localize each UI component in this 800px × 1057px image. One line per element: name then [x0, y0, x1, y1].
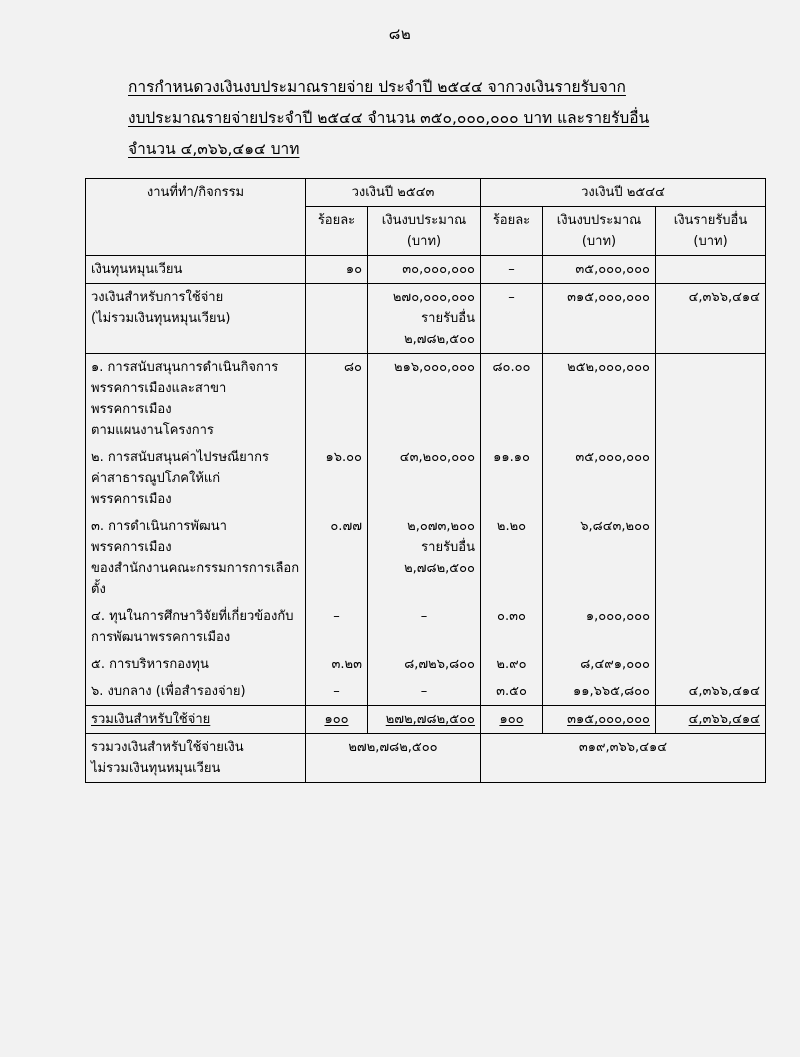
row-label-line-1: ๑. การสนับสนุนการดำเนินกิจการ [91, 360, 279, 375]
row-budget-2543: ๒๑๖,๐๐๐,๐๐๐ [368, 354, 481, 445]
total-budget-2544-text: ๓๑๕,๐๐๐,๐๐๐ [567, 712, 650, 727]
row-label: ๕. การบริหารกองทุน [86, 651, 306, 678]
row-label-line-2: ค่าสาธารณูปโภคให้แก่พรรคการเมือง [91, 471, 221, 507]
row-other-income: ๔,๓๖๖,๔๑๔ [656, 284, 766, 354]
row-label-line-2: การพัฒนาพรรคการเมือง [91, 630, 231, 645]
row-label [86, 513, 306, 603]
grand-value-2544: ๓๑๙,๓๖๖,๔๑๔ [481, 734, 766, 783]
budget-table [85, 178, 766, 783]
total-label [86, 706, 306, 734]
row-budget-2544: ๓๕,๐๐๐,๐๐๐ [543, 444, 656, 513]
row-budget-2543-note-value: ๒,๗๘๒,๕๐๐ [404, 332, 475, 347]
header-budget-2544-label: เงินงบประมาณ [556, 213, 642, 228]
row-budget-2543: – [368, 678, 481, 706]
table-row [86, 513, 766, 603]
row-label [86, 354, 306, 445]
row-budget-2543 [368, 513, 481, 603]
row-percent-2543: – [306, 603, 368, 651]
header-other-income-label: เงินรายรับอื่น [673, 213, 748, 228]
table-row [86, 603, 766, 651]
total-label-text: รวมเงินสำหรับใช้จ่าย [91, 712, 211, 727]
row-budget-2544: ๓๕,๐๐๐,๐๐๐ [543, 256, 656, 284]
row-budget-2543-value: ๒,๐๗๓,๒๐๐ [407, 519, 475, 534]
row-budget-2543: ๘,๗๒๖,๘๐๐ [368, 651, 481, 678]
table-row [86, 651, 766, 678]
table-row [86, 284, 766, 354]
row-percent-2544: ๒.๙๐ [481, 651, 543, 678]
row-other-income [656, 354, 766, 445]
row-label-line-1: ๔. ทุนในการศึกษาวิจัยที่เกี่ยวข้องกับ [91, 609, 294, 624]
row-other-income [656, 444, 766, 513]
total-percent-2543 [306, 706, 368, 734]
table-row [86, 444, 766, 513]
table-total-row [86, 706, 766, 734]
row-percent-2543: – [306, 678, 368, 706]
row-percent-2543: ๐.๗๗ [306, 513, 368, 603]
header-other-income [656, 207, 766, 256]
row-other-income [656, 603, 766, 651]
grand-label-line-2: ไม่รวมเงินทุนหมุนเวียน [91, 761, 221, 776]
grand-value-2543: ๒๗๒,๗๘๒,๕๐๐ [306, 734, 481, 783]
header-percent-2543-label: ร้อยละ [317, 213, 356, 228]
row-label: เงินทุนหมุนเวียน [86, 256, 306, 284]
row-label-line-1: ๒. การสนับสนุนค่าไปรษณียากร [91, 450, 269, 465]
row-budget-2544: ๑๑,๖๖๕,๘๐๐ [543, 678, 656, 706]
header-other-income-unit: (บาท) [693, 234, 728, 249]
header-group-2543: วงเงินปี ๒๕๔๓ [306, 179, 481, 207]
row-label [86, 284, 306, 354]
header-budget-2543 [368, 207, 481, 256]
table-row [86, 256, 766, 284]
heading-line-2: งบประมาณรายจ่ายประจำปี ๒๕๔๔ จำนวน ๓๕๐,๐๐๐,๐๐๐ บาท และรายรับอื่น [128, 109, 650, 127]
row-percent-2544: ๘๐.๐๐ [481, 354, 543, 445]
row-other-income [656, 256, 766, 284]
row-budget-2544: ๘,๔๙๑,๐๐๐ [543, 651, 656, 678]
total-budget-2543 [368, 706, 481, 734]
row-budget-2543: ๓๐,๐๐๐,๐๐๐ [368, 256, 481, 284]
row-budget-2544: ๒๕๒,๐๐๐,๐๐๐ [543, 354, 656, 445]
row-label-line-3: ตามแผนงานโครงการ [91, 423, 214, 438]
header-percent-2544 [481, 207, 543, 256]
total-percent-2543-text: ๑๐๐ [324, 712, 349, 727]
total-percent-2544-text: ๑๐๐ [499, 712, 524, 727]
row-budget-2543-note: รายรับอื่น [421, 311, 475, 326]
row-budget-2543-value: ๒๗๐,๐๐๐,๐๐๐ [392, 290, 475, 305]
row-percent-2544: – [481, 284, 543, 354]
row-budget-2544: ๓๑๕,๐๐๐,๐๐๐ [543, 284, 656, 354]
total-other-income [656, 706, 766, 734]
table-grand-row [86, 734, 766, 783]
table-row [86, 354, 766, 445]
row-label-line-2: พรรคการเมืองและสาขาพรรคการเมือง [91, 381, 227, 417]
table-row [86, 678, 766, 706]
grand-label [86, 734, 306, 783]
row-label-line-2: (ไม่รวมเงินทุนหมุนเวียน) [91, 311, 231, 326]
grand-label-line-1: รวมวงเงินสำหรับใช้จ่ายเงิน [91, 740, 244, 755]
row-percent-2543: ๓.๒๓ [306, 651, 368, 678]
row-budget-2544: ๑,๐๐๐,๐๐๐ [543, 603, 656, 651]
header-percent-2543 [306, 207, 368, 256]
row-label [86, 444, 306, 513]
heading-line-1: การกำหนดวงเงินงบประมาณรายจ่าย ประจำปี ๒๕๔๔ จากวงเงินรายรับจาก [128, 78, 626, 96]
header-percent-2544-label: ร้อยละ [492, 213, 531, 228]
row-other-income [656, 651, 766, 678]
row-percent-2544: ๑๑.๑๐ [481, 444, 543, 513]
row-percent-2543: ๑๐ [306, 256, 368, 284]
header-budget-2543-unit: (บาท) [406, 234, 442, 249]
row-label-line-1: ๓. การดำเนินการพัฒนาพรรคการเมือง [91, 519, 227, 555]
row-percent-2544: – [481, 256, 543, 284]
row-percent-2544: ๒.๒๐ [481, 513, 543, 603]
header-activity: งานที่ทำ/กิจกรรม [86, 179, 306, 256]
total-other-income-text: ๔,๓๖๖,๔๑๔ [688, 712, 761, 727]
header-group-2544: วงเงินปี ๒๕๔๔ [481, 179, 766, 207]
row-budget-2544: ๖,๘๔๓,๒๐๐ [543, 513, 656, 603]
row-label-line-2: ของสำนักงานคณะกรรมการการเลือกตั้ง [91, 561, 300, 597]
row-budget-2543: – [368, 603, 481, 651]
row-other-income: ๔,๓๖๖,๔๑๔ [656, 678, 766, 706]
row-percent-2543 [306, 284, 368, 354]
row-label [86, 603, 306, 651]
row-other-income [656, 513, 766, 603]
document-heading [128, 72, 728, 165]
row-label: ๖. งบกลาง (เพื่อสำรองจ่าย) [86, 678, 306, 706]
row-percent-2543: ๑๖.๐๐ [306, 444, 368, 513]
row-budget-2543-note: รายรับอื่น [421, 540, 475, 555]
header-budget-2544 [543, 207, 656, 256]
row-budget-2543 [368, 284, 481, 354]
header-budget-2543-label: เงินงบประมาณ [381, 213, 467, 228]
page-number: ๘๒ [388, 25, 412, 43]
row-percent-2544: ๐.๓๐ [481, 603, 543, 651]
row-percent-2543: ๘๐ [306, 354, 368, 445]
row-percent-2544: ๓.๕๐ [481, 678, 543, 706]
heading-line-3: จำนวน ๔,๓๖๖,๔๑๔ บาท [128, 140, 300, 158]
total-budget-2543-text: ๒๗๒,๗๘๒,๕๐๐ [385, 712, 475, 727]
table-header-row-1 [86, 179, 766, 207]
row-label-line-1: วงเงินสำหรับการใช้จ่าย [91, 290, 224, 305]
row-budget-2543: ๔๓,๒๐๐,๐๐๐ [368, 444, 481, 513]
total-budget-2544 [543, 706, 656, 734]
row-budget-2543-note-value: ๒,๗๘๒,๕๐๐ [404, 561, 475, 576]
total-percent-2544 [481, 706, 543, 734]
header-budget-2544-unit: (บาท) [581, 234, 617, 249]
